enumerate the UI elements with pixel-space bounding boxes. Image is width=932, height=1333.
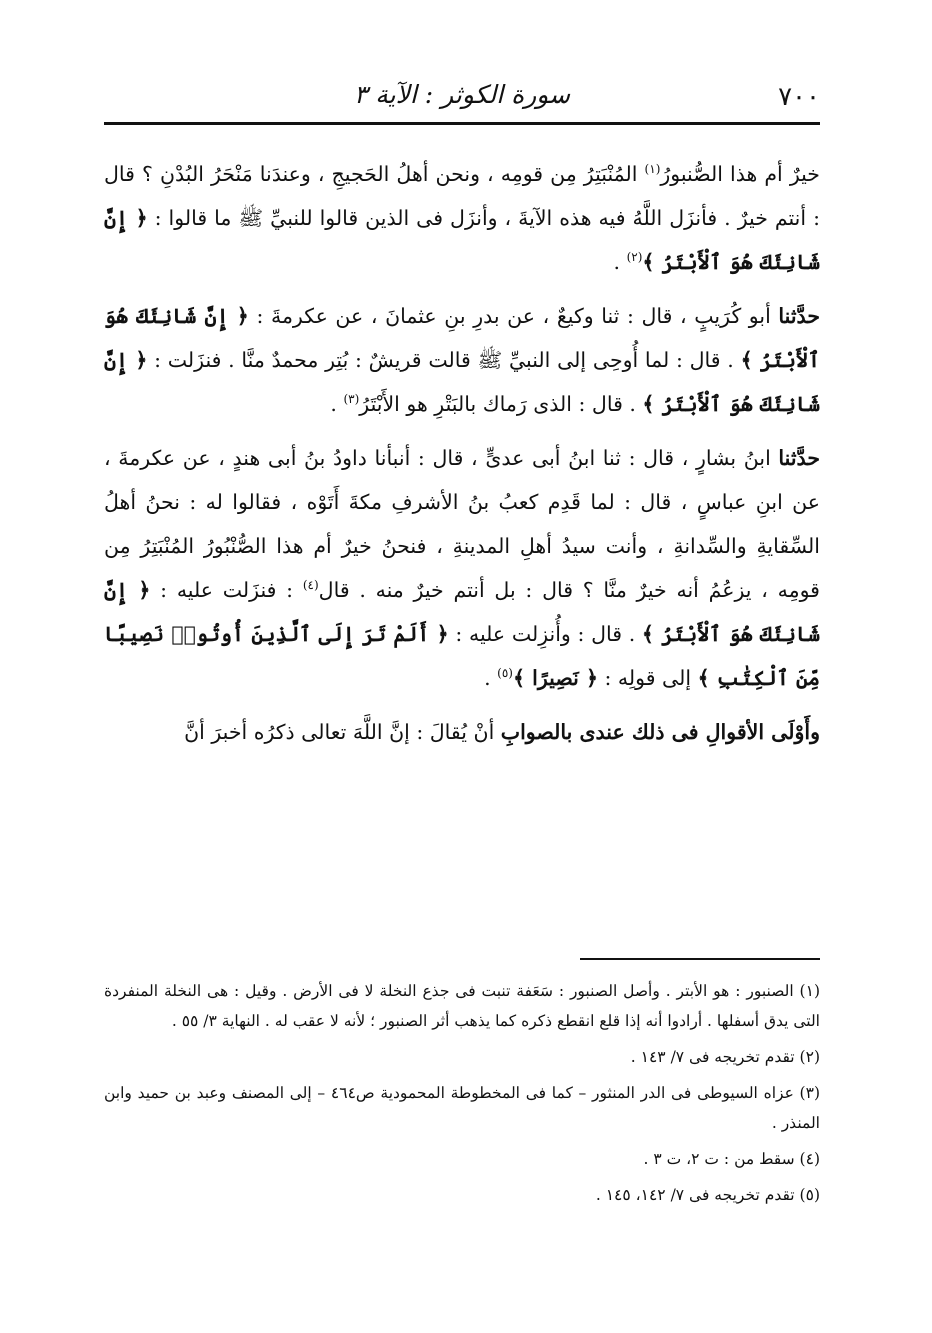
text: . <box>484 666 498 690</box>
text: . <box>613 250 627 274</box>
section-lead: وأَوْلَى الأقوالِ فى ذلك عندى بالصوابِ <box>500 720 820 744</box>
paragraph-3 <box>104 436 820 700</box>
text: . قال : وأُنزِلت عليه : <box>448 622 642 646</box>
footnote-ref: (٤) <box>302 578 319 593</box>
footnote-ref: (٣) <box>343 392 360 407</box>
text: . <box>330 392 344 416</box>
footnote-3: (٣) عزاه السيوطى فى الدر المنثور – كما فى المخطوطة المحمودية ص٤٦٤ – إلى المصنف وعبد بن حميد وابن المنذر . <box>104 1084 820 1132</box>
footnotes <box>104 976 820 1216</box>
paragraph-4 <box>104 710 820 754</box>
page-number: ٧٠٠ <box>778 82 820 112</box>
quran-verse: ﴿ إِنَّ شَانِئَكَ هُوَ ٱلْأَبْتَرُ ﴾ <box>104 304 820 372</box>
quran-verse: ﴿ أَلَمْ تَرَ إِلَى ٱلَّذِينَ أُوتُوا۟ نَصِيبًا مِّنَ ٱلْكِتَٰبِ ﴾ <box>104 622 820 690</box>
running-title: سورة الكوثر : الآية ٣ <box>353 80 571 109</box>
footnote-ref: (١) <box>644 162 661 177</box>
text: . قال : لما أُوحِى إلى النبيِّ ﷺ قالت قريشٌ : بُتِر محمدٌ منَّا . فنزَلت : <box>147 348 741 372</box>
text: إلى قولِه : <box>597 666 698 690</box>
quran-verse: ﴿ إِنَّ شَانِئَكَ هُوَ ٱلْأَبْتَرُ ﴾ <box>104 578 820 646</box>
footnote-ref: (٢) <box>626 250 643 265</box>
main-text <box>104 152 820 764</box>
text: : فنزَلت عليه : <box>150 578 303 602</box>
quran-verse: ﴿ نَصِيرًا ﴾ <box>512 666 598 690</box>
footnote-ref: (٥) <box>497 666 513 681</box>
text: أنْ يُقالَ : إنَّ اللَّهَ تعالى ذكرُه أخبرَ أنَّ <box>184 720 501 744</box>
text: ابنُ بشارٍ ، قال : ثنا ابنُ أبى عدىٍّ ، قال : أنبأنا داودُ بنُ أبى هندٍ ، عن عكرمةَ ، عن ابنِ عباسٍ ، قال : لما قَدِم كعبُ بنُ الأشرفِ مكةَ أَتَوْه ، فقالوا له : نحنُ أهلُ السِّقايةِ والسِّدانةِ ، وأنت سيدُ أهلِ المدينةِ ، فنحنُ خيرٌ أم هذا الصُّنْبُورُ المُنْبَتِرُ مِن قومِه ، يزعُمُ أنه خيرٌ منَّا ؟ قال : بل أنتم خيرٌ منه . قال <box>104 446 820 602</box>
text: . قال : الذى رَماك بالبَتْرِ هو الأَبْتَرُ <box>359 392 643 416</box>
paragraph-1 <box>104 152 820 284</box>
footnote-5: (٥) تقدم تخريجه فى ٧/ ١٤٢، ١٤٥ . <box>595 1186 820 1204</box>
footnote-divider <box>580 958 820 960</box>
paragraph-2 <box>104 294 820 426</box>
text: المُنْبَتِرُ مِن قومِه ، ونحن أهلُ الحَجيجِ ، وعندَنا مَنْحَرُ البُدْنِ ؟ قال : أنتم خيرٌ . فأنزَل اللَّهُ فيه هذه الآيةَ ، وأنزَل فى الذين قالوا للنبيِّ ﷺ ما قالوا : <box>104 162 820 230</box>
footnote-1: (١) الصنبور : هو الأبتر . وأصل الصنبور : سَعَفة تنبت فى جذع النخلة لا فى الأرض . وقيل : هى النخلة المنفردة التى يدق أسفلها . أرادوا أنه إذا قلع انقطع ذكره كما يذهب أثر الصنبور ؛ لأنه لا عقب له . النهاية ٣/ ٥٥ . <box>104 982 820 1030</box>
narration-lead: حدَّثنا <box>778 304 820 328</box>
page-header <box>104 76 820 116</box>
footnote-2: (٢) تقدم تخريجه فى ٧/ ١٤٣ . <box>630 1048 820 1066</box>
footnote-4: (٤) سقط من : ت ٢، ت ٣ . <box>643 1150 820 1168</box>
text: أبو كُرَيبٍ ، قال : ثنا وكيعٌ ، عن بدرِ بنِ عثمانَ ، عن عكرمةَ : <box>248 304 779 328</box>
quran-verse: ﴿ إِنَّ شَانِئَكَ هُوَ ٱلْأَبْتَرُ ﴾ <box>104 348 820 416</box>
text: خيرٌ أم هذا الصُّنبورُ <box>660 162 820 186</box>
quran-verse: ﴿ إِنَّ شَانِئَكَ هُوَ ٱلْأَبْتَرُ ﴾ <box>104 206 820 274</box>
narration-lead: حدَّثنا <box>778 446 820 470</box>
header-divider <box>104 122 820 125</box>
